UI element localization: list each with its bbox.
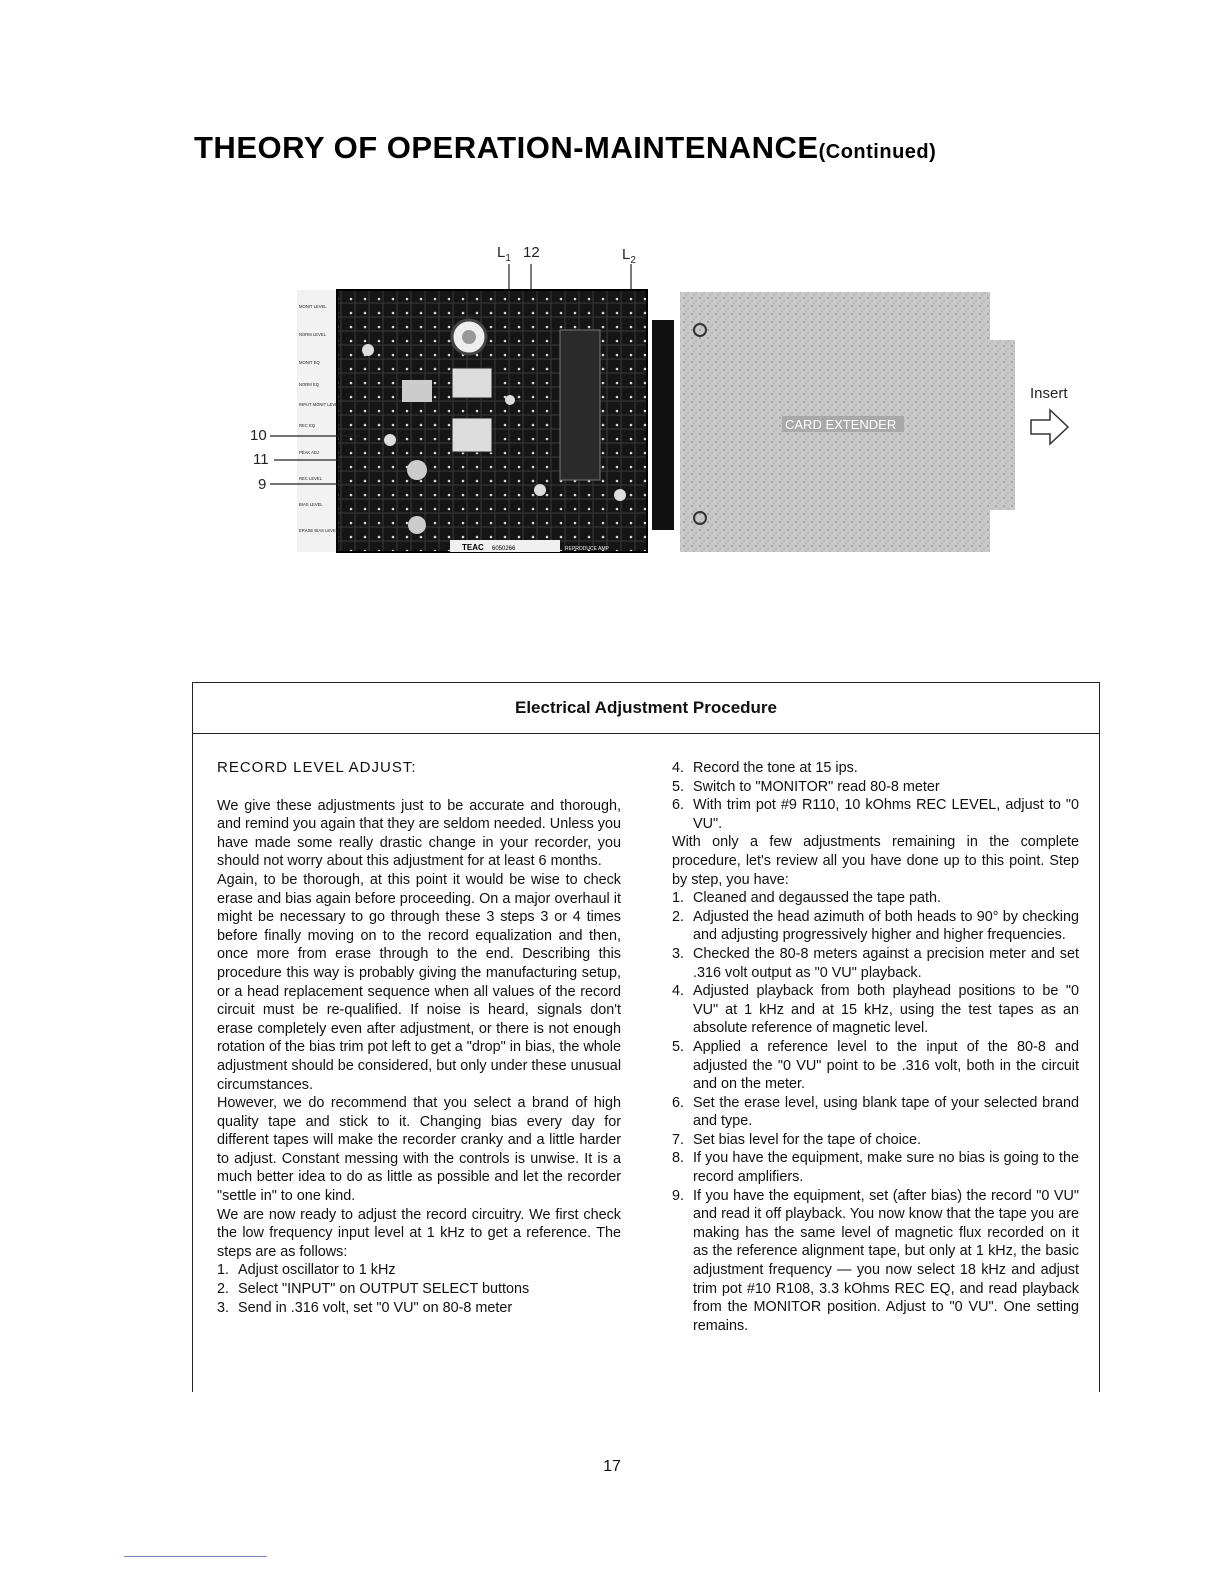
list-item: 2. Select "INPUT" on OUTPUT SELECT buttons (217, 1281, 530, 1298)
list-item: 9. If you have the equipment, set (after bias) the record "0 VU" and read it off playback. You now know that the tape you are making has the same level of magnetic flux recorded on it as the reference alignment tape, but only at 1 kHz, the basic adjustment frequency — you now select 18 kHz and adjust trim pot #10 R108, 3.3 kOhms REC EQ, and read playback from the MONITOR position. Adjust to "0 VU". One setting remains. (672, 1187, 1079, 1334)
label-11: 11 (253, 451, 269, 468)
label-12: 12 (523, 244, 540, 261)
circuit-board (297, 290, 647, 552)
right-column (672, 759, 1079, 1335)
paragraph-2: Again, to be thorough, at this point it would be wise to check erase and bias again before proceeding. On a major overhaul it might be necessary to go through these 3 steps 3 or 4 times before finally moving on to the record equalization and then, once more from erase through to the end. Describing this procedure this way is probably giving the manufacturing setup, or a head replacement sequence when all values of the record circuit must be re-qualified. If noise is heard, signals don't erase completely even after adjustment, or there is not enough rotation of the bias trim pot left to get a "drop" in bias, the whole adjustment should be considered, but only under these unusual circumstances. (217, 871, 622, 1093)
board-label: REC LEVEL (299, 476, 323, 481)
page-number: 17 (603, 1458, 621, 1475)
record-level-heading: RECORD LEVEL ADJUST: (217, 759, 417, 776)
title-main: THEORY OF OPERATION-MAINTENANCE (194, 130, 819, 165)
card-extender (680, 292, 1015, 552)
list-item: 3. Send in .316 volt, set "0 VU" on 80-8 meter (217, 1299, 513, 1316)
page-title (194, 130, 936, 166)
list-item: 2. Adjusted the head azimuth of both heads to 90° by checking and adjusting progressively higher and higher frequencies. (672, 908, 1079, 944)
board-label: PEAK ADJ (299, 450, 320, 455)
list-item: 5. Applied a reference level to the input of the 80-8 and adjusted the "0 VU" point to be .316 volt, both in the circuit and on the meter. (672, 1038, 1079, 1093)
board-label: INPUT MONIT LEVEL (299, 402, 341, 407)
list-item: 5. Switch to "MONITOR" read 80-8 meter (672, 778, 940, 795)
paragraph-1: We give these adjustments just to be accurate and thorough, and remind you again that they are seldom needed. Unless you have made some really drastic change in your recorder, you should not worry about this adjustment for at least 6 months. (217, 797, 621, 870)
list-item: 4. Adjusted playback from both playhead positions to be "0 VU" at 1 kHz and at 15 kHz, using the test tapes as an absolute reference of magnetic level. (672, 983, 1079, 1037)
edge-connector (652, 320, 674, 530)
scan-artifact-line (124, 1556, 267, 1557)
board-brand: TEAC (462, 543, 484, 552)
board-label: ERASE BIAS LEVEL (299, 528, 339, 533)
list-item: 6. With trim pot #9 R110, 10 kOhms REC LEVEL, adjust to "0 VU". (672, 797, 1079, 832)
board-label: MONIT LEVEL (299, 304, 327, 309)
list-item: 1. Cleaned and degaussed the tape path. (672, 890, 942, 907)
list-item: 4. Record the tone at 15 ips. (672, 760, 858, 776)
label-l1: $L_1$ (497, 244, 511, 264)
insert-arrow-icon (1031, 410, 1068, 444)
board-part: 6050266 (492, 546, 516, 552)
board-label: NORM EQ (299, 382, 320, 387)
label-l2: $L_2$ (622, 246, 636, 266)
board-label: NORM LEVEL (299, 332, 326, 337)
label-10: 10 (250, 427, 267, 444)
procedure-title: Electrical Adjustment Procedure (193, 683, 1099, 734)
title-continued: (Continued) (818, 141, 937, 163)
list-item: 1. Adjust oscillator to 1 kHz (217, 1262, 396, 1279)
board-label: REC EQ (299, 423, 316, 428)
procedure-box (192, 682, 1100, 1392)
label-9: 9 (258, 476, 267, 493)
list-item: 6. Set the erase level, using blank tape of your selected brand and type. (672, 1094, 1079, 1130)
board-name: REPRODUCE AMP (565, 546, 609, 552)
label-insert: Insert (1030, 385, 1068, 402)
right-steps-a (672, 759, 1079, 833)
list-item: 8. If you have the equipment, make sure no bias is going to the record amplifiers. (672, 1150, 1079, 1186)
left-steps (217, 1261, 621, 1317)
right-steps-b (672, 889, 1079, 1335)
review-intro: With only a few adjustments remaining in the complete procedure, let's review all you have done up to this point. Step by step, you have: (672, 834, 1079, 888)
paragraph-3: However, we do recommend that you select a brand of high quality tape and stick to it. Changing bias every day for different tapes will make the recorder cranky and a little harder to adjust. Constant messing with the controls is unwise. It is a much better idea to do as little as possible and let the recorder "settle in" to one kind. (217, 1095, 621, 1205)
list-item: 7. Set bias level for the tape of choice. (672, 1131, 921, 1148)
circuit-board-figure (250, 240, 1090, 585)
extender-label: CARD EXTENDER (785, 417, 897, 432)
board-label: MONIT EQ (299, 360, 320, 365)
paragraph-4: We are now ready to adjust the record circuitry. We first check the low frequency input level at 1 kHz to get a reference. The steps are as follows: (217, 1206, 621, 1260)
board-photo (250, 240, 1090, 585)
list-item: 3. Checked the 80-8 meters against a precision meter and set .316 volt output as "0 VU" playback. (672, 945, 1079, 981)
board-label: BIAS LEVEL (299, 502, 323, 507)
left-column (217, 759, 621, 1317)
